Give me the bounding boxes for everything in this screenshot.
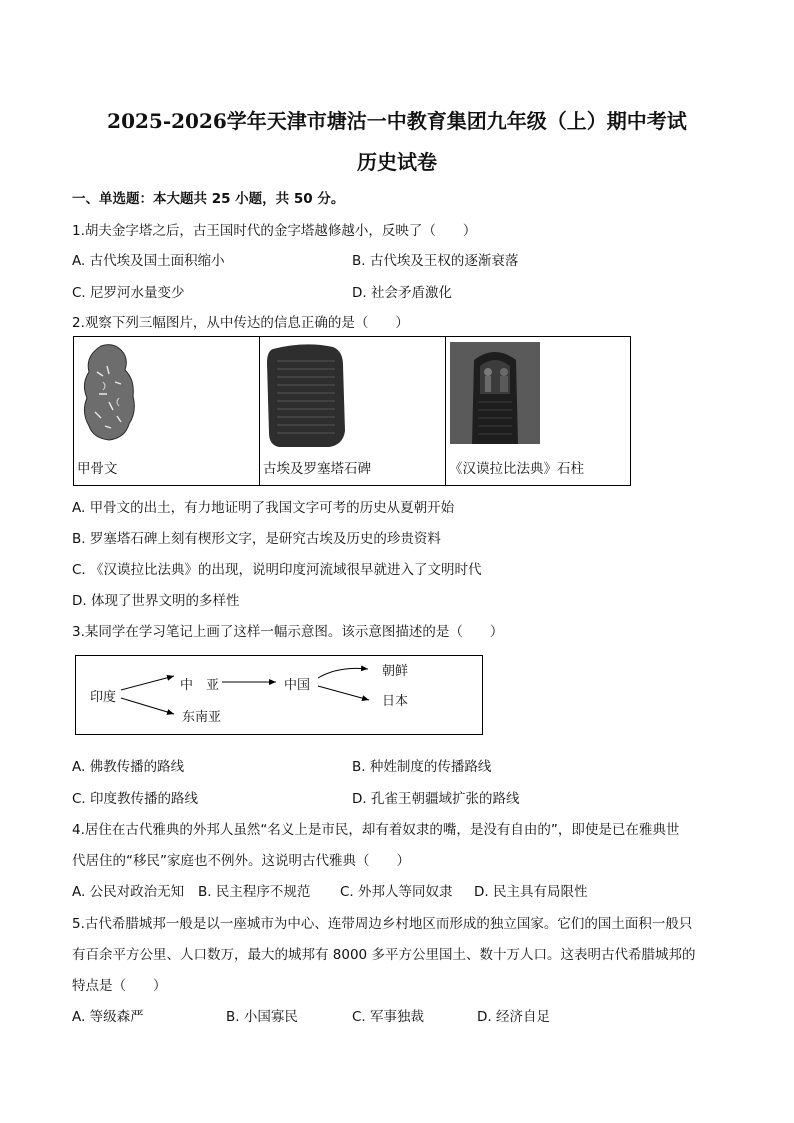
question-2-option-c: C. 《汉谟拉比法典》的出现，说明印度河流域很早就进入了文明时代 [72,562,482,578]
image-cell-oracle-bone [74,337,260,485]
node-china: 中国 [284,678,311,693]
question-4-stem-line-2: 代居住的“移民”家庭也不例外。这说明古代雅典（ ） [72,853,410,869]
image-table [73,336,631,486]
diagram-arrows [76,656,484,736]
question-5-stem-line-2: 有百余平方公里、人口数万，最大的城邦有 8000 多平方公里国土、数十万人口。这表明古代希腊城邦的 [72,947,696,963]
question-1-option-d: D. 社会矛盾激化 [352,285,452,301]
rosetta-stone-image [265,341,347,448]
question-4-stem-line-1: 4.居住在古代雅典的外邦人虽然“名义上是市民，却有着奴隶的嘴，是没有自由的”，即使是已在雅典世 [72,822,680,838]
question-3-option-a: A. 佛教传播的路线 [72,759,185,775]
question-4-option-b: B. 民主程序不规范 [198,884,311,900]
caption-oracle-bone: 甲骨文 [77,461,118,477]
question-3-option-c: C. 印度教传播的路线 [72,791,199,807]
node-central-asia: 中 亚 [180,678,220,693]
arrow-india-to-southeast-asia [121,698,174,714]
caption-hammurabi-stele: 《汉谟拉比法典》石柱 [449,461,584,477]
question-2-option-a: A. 甲骨文的出土，有力地证明了我国文字可考的历史从夏朝开始 [72,500,455,516]
node-japan: 日本 [382,694,409,709]
question-3-option-b: B. 种姓制度的传播路线 [352,759,492,775]
question-3-stem: 3.某同学在学习笔记上画了这样一幅示意图。该示意图描述的是（ ） [72,624,504,640]
hammurabi-stele-image [450,342,540,444]
arrow-china-to-korea [318,668,368,678]
image-cell-rosetta-stone [260,337,446,485]
arrow-china-to-japan [318,686,369,700]
question-5-option-b: B. 小国寡民 [226,1009,298,1025]
question-1-option-c: C. 尼罗河水量变少 [72,285,185,301]
question-4-option-a: A. 公民对政治无知 [72,884,185,900]
section-heading: 一、单选题：本大题共 25 小题，共 50 分。 [72,191,345,207]
node-southeast-asia: 东南亚 [182,710,222,725]
question-2-option-d: D. 体现了世界文明的多样性 [72,593,240,609]
question-1-option-b: B. 古代埃及王权的逐渐衰落 [352,253,519,269]
question-5-option-d: D. 经济自足 [477,1009,550,1025]
question-2-stem: 2.观察下列三幅图片，从中传达的信息正确的是（ ） [72,315,409,331]
node-india: 印度 [90,690,117,705]
question-5-stem-line-1: 5.古代希腊城邦一般是以一座城市为中心、连带周边乡村地区而形成的独立国家。它们的国土面积一般只 [72,916,693,932]
node-korea: 朝鲜 [382,664,409,679]
question-5-option-a: A. 等级森严 [72,1009,144,1025]
image-cell-hammurabi-stele [446,337,630,485]
question-3-option-d: D. 孔雀王朝疆域扩张的路线 [352,791,520,807]
question-4-option-d: D. 民主具有局限性 [474,884,588,900]
exam-title: 2025-2026学年天津市塘沽一中教育集团九年级（上）期中考试 [107,109,687,133]
question-2-option-b: B. 罗塞塔石碑上刻有楔形文字，是研究古埃及历史的珍贵资料 [72,531,441,547]
question-5-option-c: C. 军事独裁 [352,1009,425,1025]
spread-route-diagram [75,655,483,735]
question-4-option-c: C. 外邦人等同奴隶 [340,884,453,900]
arrow-india-to-central-asia [121,676,174,690]
question-1-option-a: A. 古代埃及国土面积缩小 [72,253,225,269]
caption-rosetta-stone: 古埃及罗塞塔石碑 [263,461,371,477]
oracle-bone-image [79,342,139,442]
question-5-stem-line-3: 特点是（ ） [72,978,167,994]
question-1-stem: 1.胡夫金字塔之后，古王国时代的金字塔越修越小，反映了（ ） [72,223,477,239]
exam-subtitle: 历史试卷 [357,150,437,174]
